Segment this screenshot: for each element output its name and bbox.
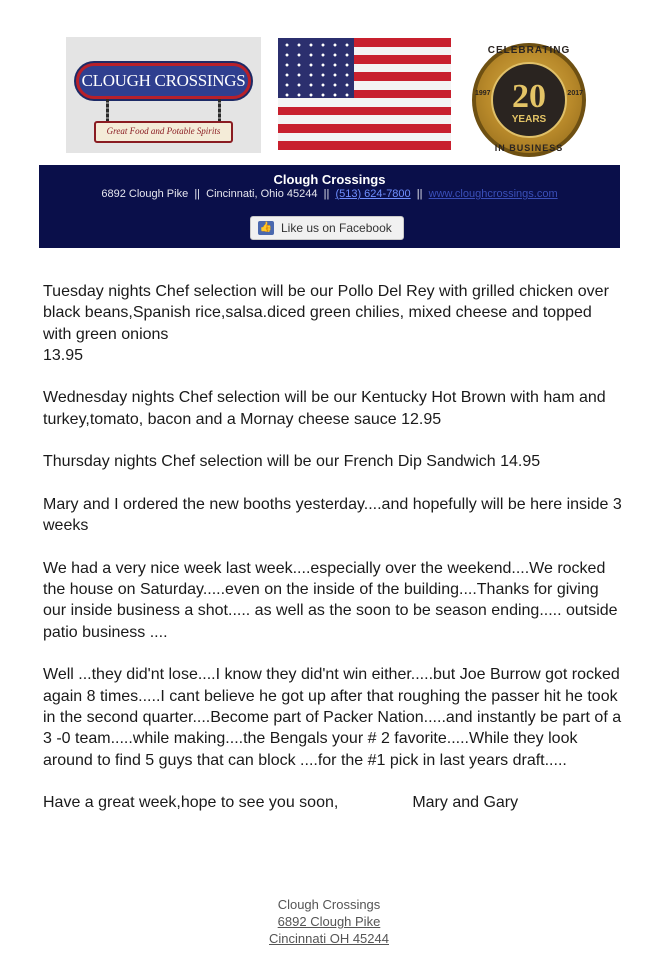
signature: Mary and Gary (412, 794, 519, 812)
badge-word: YEARS (511, 114, 547, 125)
facebook-like-button[interactable] (250, 216, 404, 240)
badge-center (491, 62, 567, 138)
paragraph-thursday: Thursday nights Chef selection will be our French Dip Sandwich 14.95 (43, 453, 541, 471)
footer-address (0, 896, 658, 947)
header-logos (0, 37, 658, 155)
paragraph-football: Well ...they did'nt lose....I know they did'nt win either.....but Joe Burrow got rocked again 8 times.....I cant believe he got up after that roughing the passer hit he took in the second quarter....Become part of Packer Nation.....and instantly be part of a 3 -0 team.....while making....the Bengals your # 2 favorite.....While they look around to find 5 guys that can block ....for the #1 pick in last years draft..... (43, 666, 622, 769)
website-link[interactable]: www.cloughcrossings.com (428, 188, 558, 200)
paragraph-booths: Mary and I ordered the new booths yesterday....and hopefully will be here inside 3 weeks (43, 495, 622, 535)
tuesday-price: 13.95 (43, 346, 84, 364)
paragraph-weekend: We had a very nice week last week....especially over the weekend....We rocked the house on Saturday.....even on the inside of the building....Thanks for giving our inside business a shot..... as well as the soon to be season ending..... outside patio business .... (43, 559, 618, 641)
banner-title: Clough Crossings (273, 172, 386, 187)
badge-bottom-text: IN BUSINESS (494, 143, 564, 153)
logo-chain-left (106, 99, 109, 123)
phone-link[interactable]: (513) 624-7800 (335, 188, 411, 200)
logo-name: CLOUGH CROSSINGS (81, 71, 246, 90)
footer-city-link[interactable]: Cincinnati OH 45244 (269, 931, 389, 946)
logo-tagline: Great Food and Potable Spirits (106, 126, 221, 136)
american-flag-image (278, 38, 451, 150)
badge-number: 20 (512, 78, 546, 115)
contact-banner (39, 165, 620, 248)
badge-top-text: CELEBRATING (487, 45, 571, 56)
logo-chain-right (218, 99, 221, 123)
banner-address: 6892 Clough Pike (101, 188, 189, 200)
banner-contact-line (39, 188, 620, 200)
separator: || (323, 188, 330, 200)
footer-street-link[interactable]: 6892 Clough Pike (277, 914, 381, 929)
badge-year-end: 2017 (567, 90, 583, 97)
paragraph-tuesday (43, 281, 623, 366)
20-years-badge (472, 43, 586, 157)
separator: || (194, 188, 201, 200)
closing-text: Have a great week,hope to see you soon, (43, 794, 339, 812)
thumbs-up-icon: 👍 (259, 222, 273, 233)
logo-sign (76, 63, 251, 99)
paragraph-closing (43, 792, 623, 813)
badge-year-start: 1997 (475, 90, 491, 97)
clough-crossings-logo (66, 37, 261, 153)
banner-city: Cincinnati, Ohio 45244 (206, 188, 318, 200)
newsletter-body (43, 281, 623, 835)
logo-plaque (94, 121, 233, 143)
facebook-button-label: Like us on Facebook (281, 221, 392, 235)
paragraph-wednesday: Wednesday nights Chef selection will be our Kentucky Hot Brown with ham and turkey,tomato, bacon and a Mornay cheese sauce 12.95 (43, 389, 606, 428)
separator: || (416, 188, 423, 200)
tuesday-text: Tuesday nights Chef selection will be our Pollo Del Rey with grilled chicken over black beans,Spanish rice,salsa.diced green chilies, mixed cheese and topped with green onions (43, 283, 609, 343)
footer-name: Clough Crossings (277, 897, 381, 912)
flag-stars-canton (278, 38, 354, 98)
